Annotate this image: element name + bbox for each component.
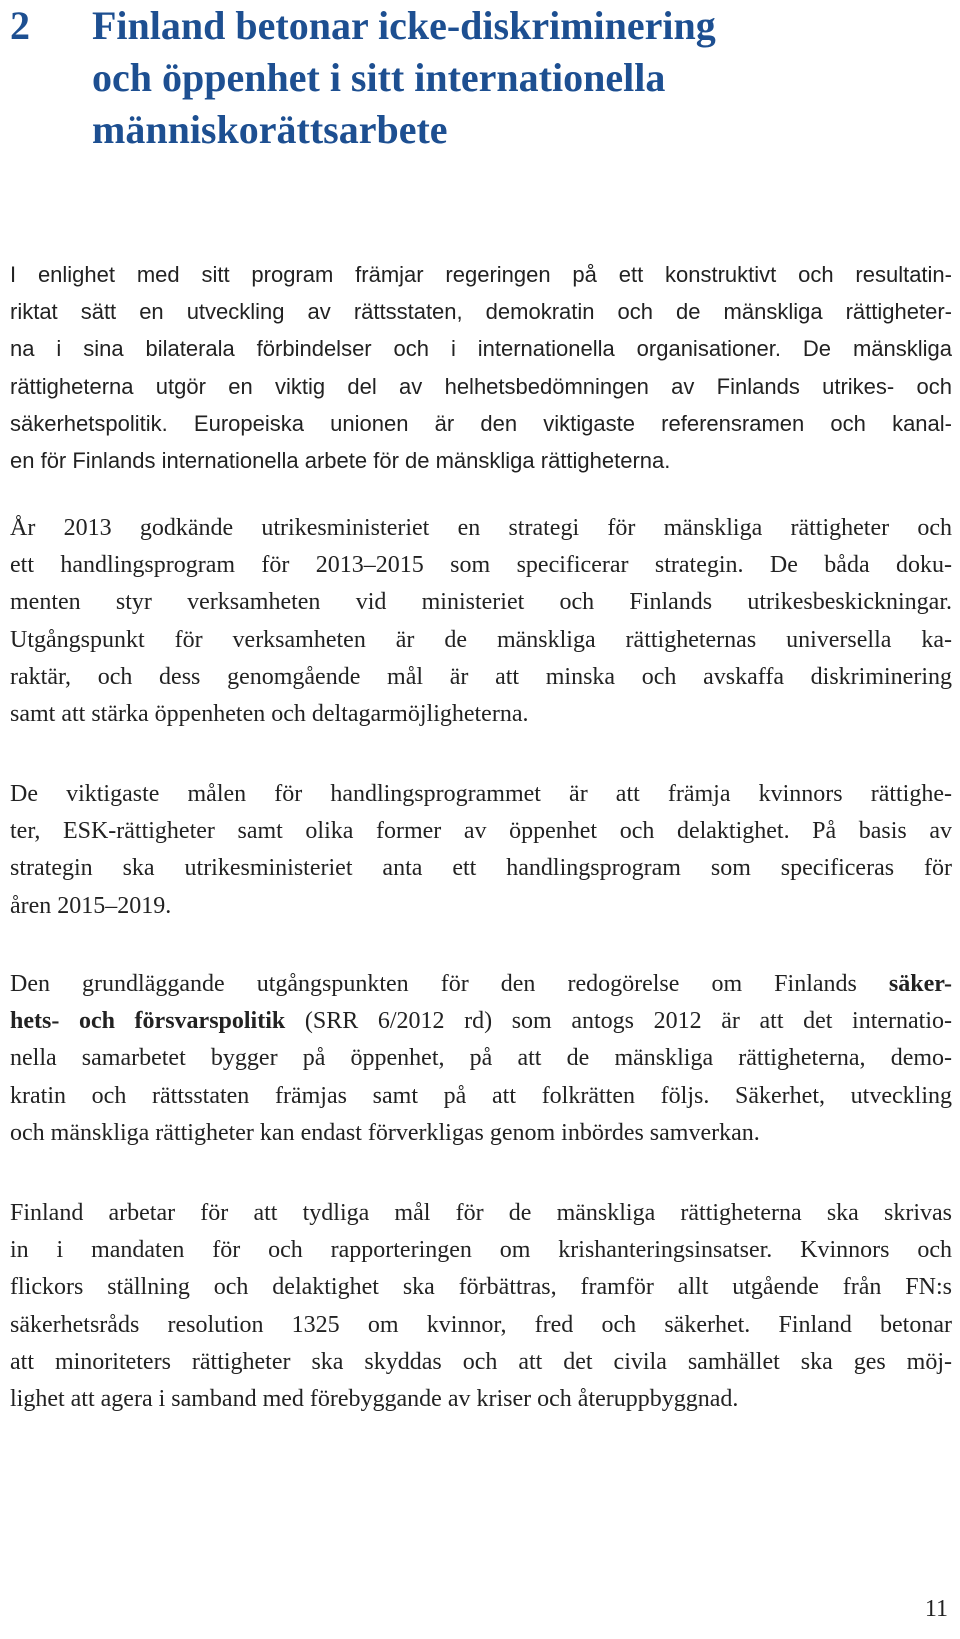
text-line: att minoriteters rättigheter ska skyddas och att det civila samhället ska ges möj- xyxy=(10,1348,952,1375)
text-line: raktär, och dess genomgående mål är att minska och avskaffa diskriminering xyxy=(10,663,952,690)
text-run: Den grundläggande utgångspunkten för den redogörelse om Finlands xyxy=(10,971,889,997)
text-line: ett handlingsprogram för 2013–2015 som specificerar strategin. De båda doku- xyxy=(10,552,952,579)
text-line: en för Finlands internationella arbete för de mänskliga rättigheterna. xyxy=(10,448,671,474)
text-line: samt att stärka öppenheten och deltagarmöjligheterna. xyxy=(10,701,529,728)
text-line: ter, ESK-rättigheter samt olika former av öppenhet och delaktighet. På basis av xyxy=(10,818,952,845)
text-line: rättigheterna utgör en viktig del av helhetsbedömningen av Finlands utrikes- och xyxy=(10,373,952,399)
text-line: riktat sätt en utveckling av rättsstaten, demokratin och de mänskliga rättigheter- xyxy=(10,299,952,325)
text-line: De viktigaste målen för handlingsprogrammet är att främja kvinnors rättighe- xyxy=(10,781,952,807)
paragraph-1 xyxy=(10,256,952,479)
text-line: Utgångspunkt för verksamheten är de mänskliga rättigheternas universella ka- xyxy=(10,626,952,653)
text-line: na i sina bilaterala förbindelser och i internationella organisationer. De mänskliga xyxy=(10,336,952,362)
text-line xyxy=(10,966,952,1003)
page-number: 11 xyxy=(924,1596,948,1622)
paragraph-4 xyxy=(10,966,952,1152)
text-line: och mänskliga rättigheter kan endast förverkligas genom inbördes samverkan. xyxy=(10,1119,760,1146)
text-line: åren 2015–2019. xyxy=(10,892,172,919)
text-line: säkerhetspolitik. Europeiska unionen är den viktigaste referensramen och kanal- xyxy=(10,410,952,436)
chapter-number: 2 xyxy=(10,3,30,48)
text-line: säkerhetsråds resolution 1325 om kvinnor, fred och säkerhet. Finland betonar xyxy=(10,1311,952,1338)
emphasis-text: säker- xyxy=(888,971,952,997)
chapter-heading xyxy=(10,0,950,156)
chapter-title-line: människorättsarbete xyxy=(92,107,448,152)
paragraph-2 xyxy=(10,510,952,733)
text-run: (SRR 6/2012 rd) som antogs 2012 är att det internatio- xyxy=(285,1008,952,1035)
text-line: menten styr verksamheten vid ministeriet och Finlands utrikesbeskickningar. xyxy=(10,589,952,616)
paragraph-5 xyxy=(10,1195,952,1418)
text-line: flickors ställning och delaktighet ska förbättras, framför allt utgående från FN:s xyxy=(10,1274,952,1301)
text-line: Finland arbetar för att tydliga mål för de mänskliga rättigheterna ska skrivas xyxy=(10,1200,952,1226)
text-line: lighet att agera i samband med förebyggande av kriser och återuppbyggnad. xyxy=(10,1386,739,1413)
text-line: strategin ska utrikesministeriet anta ett handlingsprogram som specificeras för xyxy=(10,855,952,882)
chapter-title-line: och öppenhet i sitt internationella xyxy=(92,55,666,100)
chapter-title xyxy=(92,0,950,156)
text-line: kratin och rättsstaten främjas samt på att folkrätten följs. Säkerhet, utveckling xyxy=(10,1082,952,1109)
text-line: I enlighet med sitt program främjar regeringen på ett konstruktivt och resultatin- xyxy=(10,262,952,287)
chapter-title-line: Finland betonar icke-diskriminering xyxy=(92,3,716,48)
text-line xyxy=(10,1003,952,1040)
paragraph-3 xyxy=(10,776,952,925)
text-line: in i mandaten för och rapporteringen om krishanteringsinsatser. Kvinnors och xyxy=(10,1237,952,1264)
text-line: År 2013 godkände utrikesministeriet en strategi för mänskliga rättigheter och xyxy=(10,515,952,541)
emphasis-text: hets- och försvarspolitik xyxy=(10,1008,286,1035)
text-line: nella samarbetet bygger på öppenhet, på att de mänskliga rättigheterna, demo- xyxy=(10,1045,952,1072)
